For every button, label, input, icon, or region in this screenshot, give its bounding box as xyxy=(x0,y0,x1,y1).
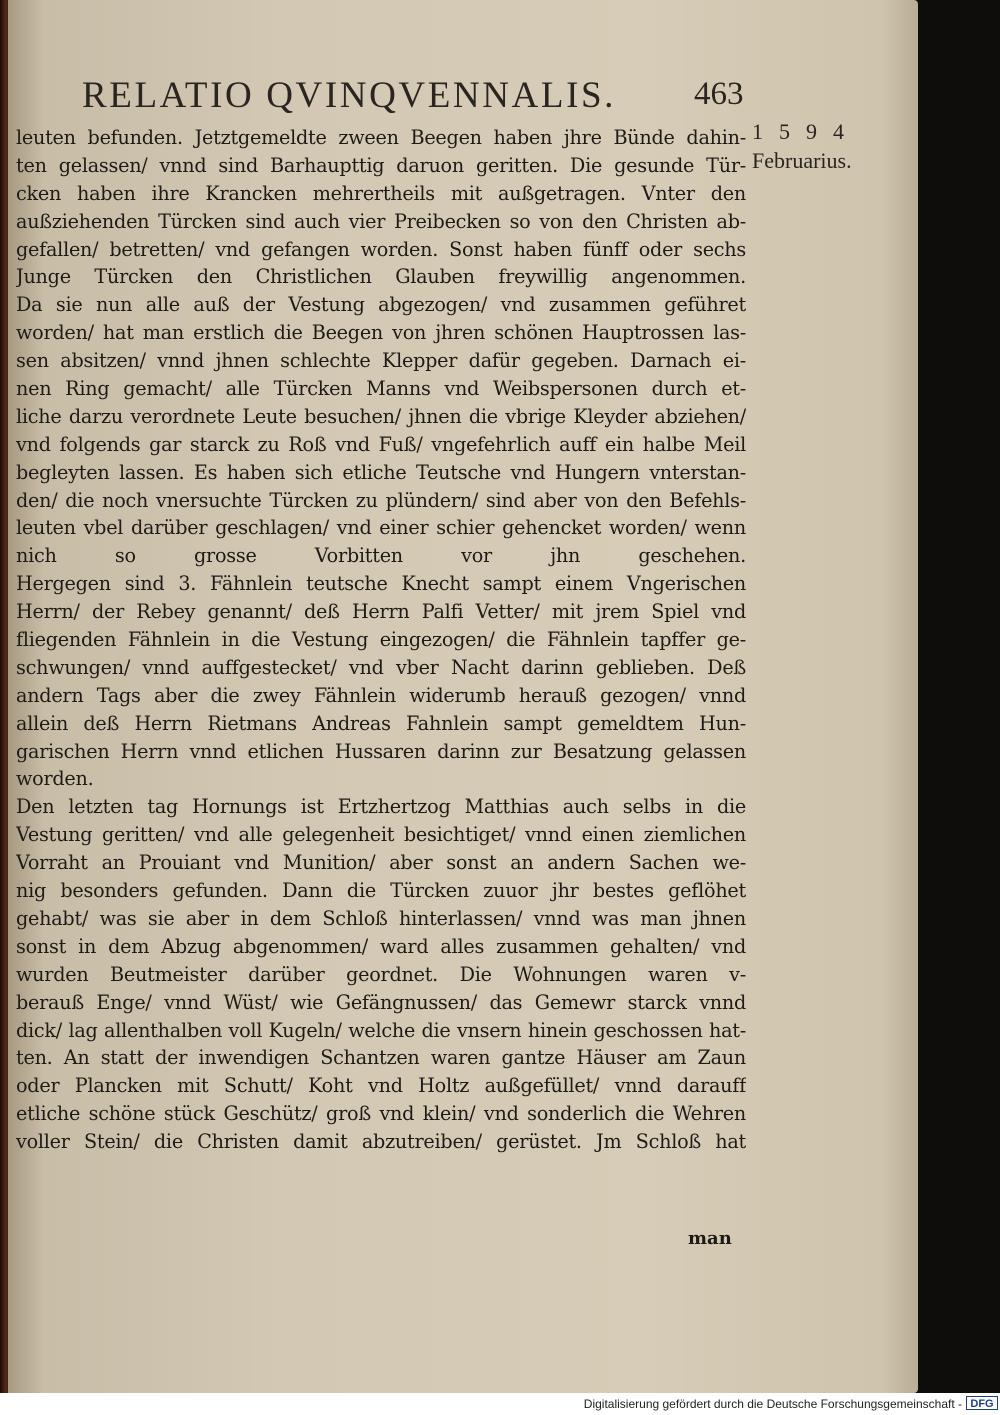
text-line: ten. An statt der inwendigen Schantzen waren gantze Häuser am Zaun xyxy=(16,1046,746,1070)
text-line: sonst in dem Abzug abgenommen/ ward alles zusammen gehalten/ vnd xyxy=(16,934,746,958)
text-line: begleyten lassen. Es haben sich etliche Teutsche vnd Hungern vnterstan- xyxy=(16,460,746,484)
text-line: worden/ hat man erstlich die Beegen von jhren schönen Hauptrossen las- xyxy=(16,321,746,345)
page-number: 463 xyxy=(694,76,744,112)
margin-month: Februarius. xyxy=(752,148,852,173)
text-line: voller Stein/ die Christen damit abzutreiben/ gerüstet. Jm Schloß hat xyxy=(16,1130,746,1154)
text-line: Da sie nun alle auß der Vestung abgezogen/ vnd zusammen geführet xyxy=(16,293,746,317)
text-line: garischen Herrn vnnd etlichen Hussaren darinn zur Besatzung gelassen xyxy=(16,739,746,763)
text-line: liche darzu verordnete Leute besuchen/ jhnen die vbrige Kleyder abziehen/ xyxy=(16,404,746,428)
text-line: Junge Türcken den Christlichen Glauben freywillig angenommen. xyxy=(16,265,746,289)
text-line: dick/ lag allenthalben voll Kugeln/ welche die vnsern hinein geschossen hat- xyxy=(16,1018,746,1042)
text-line: Herrn/ der Rebey genannt/ deß Herrn Palfi Vetter/ mit jrem Spiel vnd xyxy=(16,600,746,624)
text-line: berauß Enge/ vnnd Wüst/ wie Gefängnussen/ das Gemewr starck vnnd xyxy=(16,990,746,1014)
text-line: nig besonders gefunden. Dann die Türcken zuuor jhr bestes geflöhet xyxy=(16,879,746,903)
text-line: Hergegen sind 3. Fähnlein teutsche Knecht sampt einem Vngerischen xyxy=(16,572,746,596)
margin-year: 1594 xyxy=(752,119,860,144)
dfg-logo: DFG xyxy=(966,1396,998,1410)
text-line: ten gelassen/ vnnd sind Barhaupttig daruon geritten. Die gesunde Tür- xyxy=(16,153,746,177)
text-line: Den letzten tag Hornungs ist Ertzhertzog Matthias auch selbs in die xyxy=(16,795,746,819)
footer-bar xyxy=(0,1393,1000,1415)
text-line: Vorraht an Prouiant vnd Munition/ aber sonst an andern Sachen we- xyxy=(16,851,746,875)
text-line: etliche schöne stück Geschütz/ groß vnd klein/ vnd sonderlich die Wehren xyxy=(16,1102,746,1126)
text-line: gefallen/ betretten/ vnd gefangen worden. Sonst haben fünff oder sechs xyxy=(16,237,746,261)
text-line: den/ die noch vnersuchte Türcken zu plündern/ sind aber von den Befehls- xyxy=(16,488,746,512)
footer-credit: Digitalisierung gefördert durch die Deutsche Forschungsgemeinschaft - xyxy=(583,1397,962,1411)
text-line: cken haben ihre Krancken mehrertheils mit außgetragen. Vnter den xyxy=(16,181,746,205)
text-line: leuten vbel darüber geschlagen/ vnd einer schier gehencket worden/ wenn xyxy=(16,516,746,540)
text-line: gehabt/ was sie aber in dem Schloß hinterlassen/ vnnd was man jhnen xyxy=(16,906,746,930)
text-line: sen absitzen/ vnnd jhnen schlechte Klepper dafür gegeben. Darnach ei- xyxy=(16,349,746,373)
text-line: schwungen/ vnnd auffgestecket/ vnd vber Nacht darinn geblieben. Deß xyxy=(16,655,746,679)
body-text xyxy=(16,124,746,1156)
text-line: oder Plancken mit Schutt/ Koht vnd Holtz außgefüllet/ vnnd darauff xyxy=(16,1074,746,1098)
text-line: Vestung geritten/ vnd alle gelegenheit besichtiget/ vnnd einen ziemlichen xyxy=(16,823,746,847)
text-line: worden. xyxy=(16,767,94,791)
text-line: nen Ring gemacht/ alle Türcken Manns vnd Weibspersonen durch et- xyxy=(16,377,746,401)
text-line: nich so grosse Vorbitten vor jhn geschehen. xyxy=(16,544,746,568)
catchword: man xyxy=(688,1228,732,1249)
text-line: leuten befunden. Jetztgemeldte zween Beegen haben jhre Bünde dahin- xyxy=(16,126,746,149)
margin-note xyxy=(752,120,902,174)
text-line: außziehenden Türcken sind auch vier Preibecken so von den Christen ab- xyxy=(16,209,746,233)
text-line: allein deß Herrn Rietmans Andreas Fahnlein sampt gemeldtem Hun- xyxy=(16,711,746,735)
text-line: andern Tags aber die zwey Fähnlein widerumb herauß gezogen/ vnnd xyxy=(16,683,746,707)
book-page xyxy=(8,0,918,1393)
running-head: RELATIO QVINQVENNALIS. xyxy=(82,75,617,116)
text-line: wurden Beutmeister darüber geordnet. Die Wohnungen waren v- xyxy=(16,962,746,986)
page-body xyxy=(8,0,918,1393)
text-line: vnd folgends gar starck zu Roß vnd Fuß/ vngefehrlich auff ein halbe Meil xyxy=(16,432,746,456)
text-line: fliegenden Fähnlein in die Vestung eingezogen/ die Fähnlein tapffer ge- xyxy=(16,628,746,652)
